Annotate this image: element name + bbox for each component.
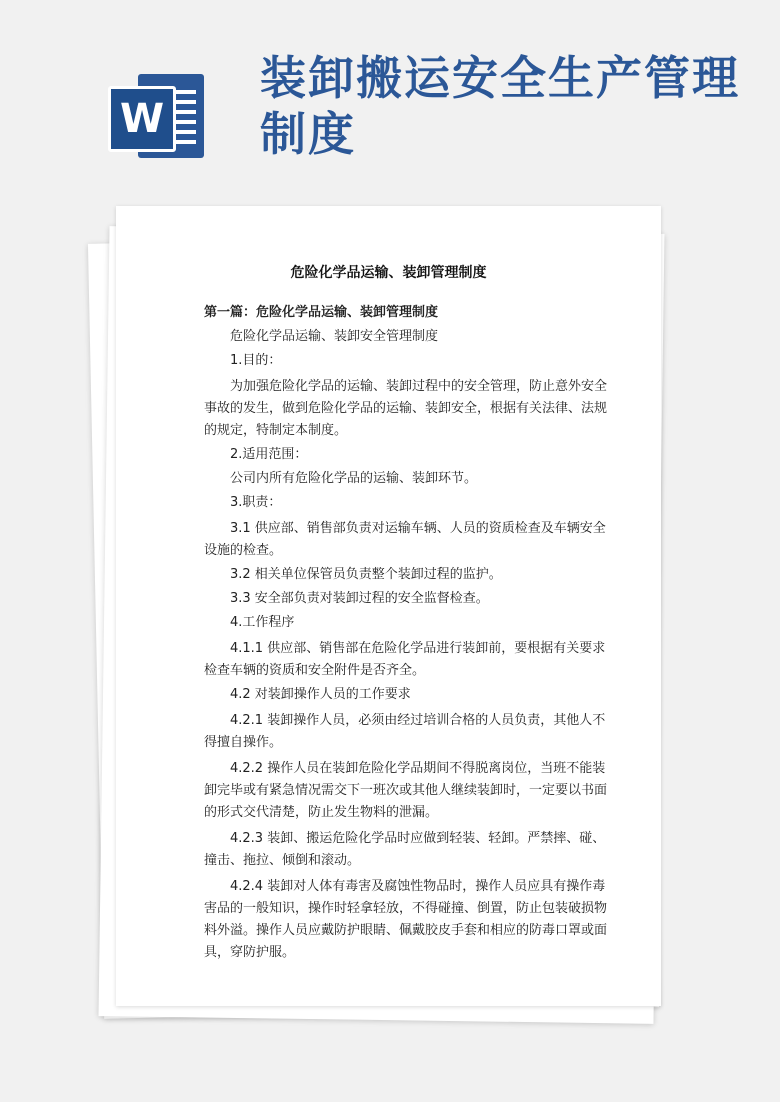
- section-heading: 第一篇：危险化学品运输、装卸管理制度: [204, 305, 439, 320]
- paragraph: 4.2.2 操作人员在装卸危险化学品期间不得脱离岗位，当班不能装卸完毕或有紧急情况需交下一班次或其他人继续装卸时，一定要以书面的形式交代清楚，防止发生物料的泄漏。: [204, 761, 608, 820]
- paragraph: 3.1 供应部、销售部负责对运输车辆、人员的资质检查及车辆安全设施的检查。: [204, 521, 606, 558]
- document-body: [204, 302, 612, 966]
- paragraph: 3.职责：: [230, 495, 282, 510]
- word-document-icon: [108, 68, 208, 164]
- subheading: 危险化学品运输、装卸安全管理制度: [230, 329, 439, 344]
- paragraph: 4.2.3 装卸、搬运危险化学品时应做到轻装、轻卸。严禁摔、碰、撞击、拖拉、倾倒和滚动。: [204, 831, 606, 868]
- document-title: 危险化学品运输、装卸管理制度: [290, 265, 487, 281]
- paragraph: 3.2 相关单位保管员负责整个装卸过程的监护。: [230, 567, 502, 582]
- paragraph: 2.适用范围：: [230, 447, 308, 462]
- word-logo-letter: W: [108, 86, 176, 152]
- header-banner: [0, 0, 780, 200]
- paragraph: 4.1.1 供应部、销售部在危险化学品进行装卸前，要根据有关要求检查车辆的资质和安全附件是否齐全。: [204, 641, 606, 678]
- paragraph: 3.3 安全部负责对装卸过程的安全监督检查。: [230, 591, 489, 606]
- paragraph: 为加强危险化学品的运输、装卸过程中的安全管理，防止意外安全事故的发生，做到危险化学品的运输、装卸安全，根据有关法律、法规的规定，特制定本制度。: [204, 379, 608, 438]
- paragraph: 4.工作程序: [230, 615, 295, 630]
- page-title: 装卸搬运安全生产管理制度: [260, 51, 740, 161]
- paragraph: 公司内所有危险化学品的运输、装卸环节。: [230, 471, 478, 486]
- paragraph: 4.2.1 装卸操作人员，必须由经过培训合格的人员负责，其他人不得擅自操作。: [204, 713, 606, 750]
- paragraph: 4.2 对装卸操作人员的工作要求: [230, 687, 411, 702]
- document-page: [116, 206, 661, 1006]
- paragraph: 4.2.4 装卸对人体有毒害及腐蚀性物品时，操作人员应具有操作毒害品的一般知识，操作时轻拿轻放，不得碰撞、倒置，防止包装破损物料外溢。操作人员应戴防护眼睛、佩戴胶皮手套和相应的防毒口罩或面具，穿防护服。: [204, 879, 608, 960]
- paragraph: 1.目的：: [230, 353, 282, 368]
